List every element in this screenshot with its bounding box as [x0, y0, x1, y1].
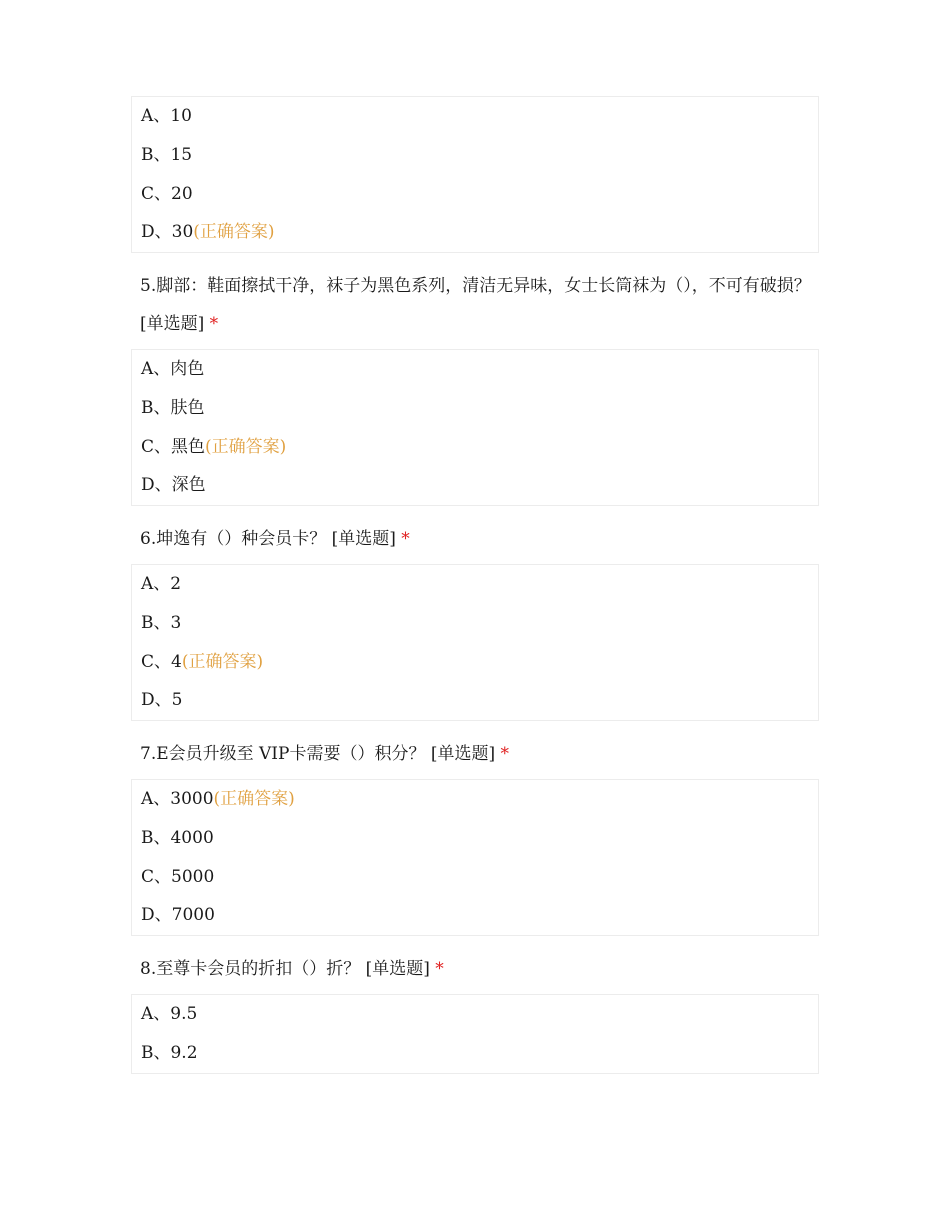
- options-group-q7: [131, 779, 819, 936]
- correct-answer-tag: (正确答案): [193, 222, 275, 243]
- options-group-q4: [131, 96, 819, 253]
- option-b[interactable]: B、4000: [141, 827, 214, 848]
- correct-answer-tag: (正确答案): [213, 789, 295, 809]
- required-asterisk: *: [500, 744, 510, 764]
- required-asterisk: *: [435, 959, 444, 979]
- option-c[interactable]: C、20: [141, 183, 193, 204]
- option-d[interactable]: D、30(正确答案): [141, 222, 275, 243]
- question-7: 7.E会员升级至 VIP卡需要（）积分？ [单选题] *: [140, 744, 510, 764]
- option-b[interactable]: B、3: [141, 612, 182, 633]
- correct-answer-tag: (正确答案): [181, 651, 264, 672]
- option-a[interactable]: A、2: [141, 574, 182, 594]
- required-asterisk: *: [209, 314, 219, 334]
- correct-answer-tag: (正确答案): [205, 436, 287, 457]
- option-d[interactable]: D、5: [141, 690, 183, 711]
- required-asterisk: *: [401, 529, 410, 549]
- option-c[interactable]: C、4(正确答案): [141, 651, 264, 672]
- question-8: 8.至尊卡会员的折扣（）折？ [单选题] *: [140, 959, 444, 979]
- option-a[interactable]: A、肉色: [141, 359, 205, 379]
- option-b[interactable]: B、9.2: [141, 1042, 198, 1063]
- option-b[interactable]: B、15: [141, 144, 193, 165]
- question-5: 5.脚部：鞋面擦拭干净，袜子为黑色系列，清洁无异味，女士长筒袜为（），不可有破损？ [单选题] *: [140, 276, 811, 334]
- option-d[interactable]: D、7000: [141, 905, 215, 926]
- question-6: 6.坤逸有（）种会员卡？ [单选题] *: [140, 529, 410, 549]
- options-group-q8: [131, 994, 819, 1074]
- survey-page: [131, 96, 819, 1074]
- options-group-q6: [131, 564, 819, 721]
- option-d[interactable]: D、深色: [141, 475, 206, 496]
- options-group-q5: [131, 349, 819, 506]
- option-a[interactable]: A、3000(正确答案): [141, 789, 295, 809]
- option-c[interactable]: C、黑色(正确答案): [141, 436, 287, 457]
- option-a[interactable]: A、10: [141, 106, 192, 126]
- option-c[interactable]: C、5000: [141, 866, 215, 887]
- option-a[interactable]: A、9.5: [141, 1004, 198, 1024]
- option-b[interactable]: B、肤色: [141, 397, 205, 418]
